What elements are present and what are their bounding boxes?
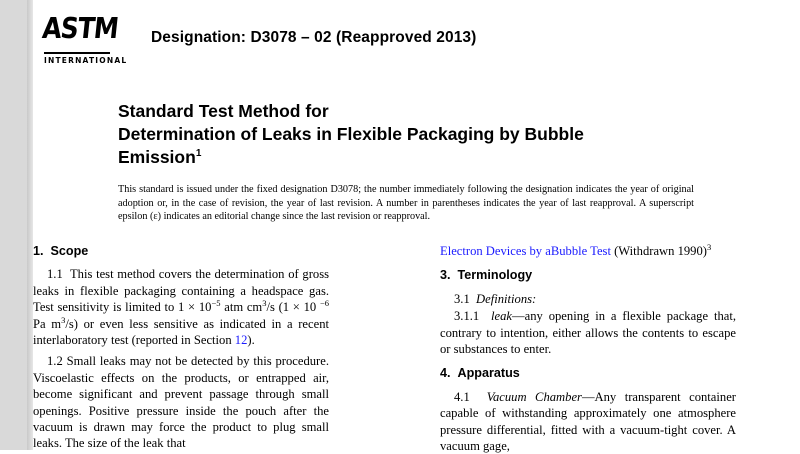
term-vacuum-chamber: Vacuum Chamber [486,389,582,404]
paragraph-1-1: 1.1 This test method covers the determination of gross leaks in flexible packaging containing a headspace gas. Test sensitivity is limited to $1 \times 10^{-5}$ atm $cm^3/s$ (1 × 10 $^{-6}$ Pa $m^3/s$) or even less sensitive as indicated in a recent interlaboratory test (reported in Section 12). [33,267,330,348]
section-4-title: Apparatus [457,366,520,381]
left-column [33,243,329,452]
right-column [440,243,736,454]
section-3-title: Terminology [457,268,533,283]
section-1-title: Scope [50,244,89,258]
astm-logo [40,11,128,68]
standard-issuance-note: This standard is issued under the fixed designation D3078; the number immediately following the designation indicates the year of original adoption or, in the case of revision, the year of last revision. A number in parentheses indicates the year of last reapproval. A superscript epsilon (ε) indicates an editorial change since the last revision or reapproval. [118,184,694,223]
paragraph-1-2: 1.2 Small leaks may not be detected by this procedure. Viscoelastic effects on the products, or entrapped air, become significant and prevent passage through small openings. Positive pressure inside the pouch after the vacuum is drawn may force the product to plug small leaks. The size of the leak that [33,354,329,451]
definitions-label: Definitions: [476,291,537,306]
paragraph-3-1-1: 3.1.1 leak—any opening in a flexible package that, contrary to intention, either allows the contents to escape or substances to enter. [440,309,737,357]
section-4-number: 4. [440,366,451,381]
term-leak: leak [491,309,513,324]
astm-logo-wordmark: ASTM [40,11,120,46]
astm-logo-divider [44,52,110,54]
section-4-heading [440,365,736,381]
paragraph-3-1: 3.1 Definitions: [454,291,537,306]
section-1-heading [33,243,329,259]
title-line-3 [118,146,688,169]
section-3-heading [440,267,736,283]
document-header [33,0,800,80]
continued-reference-line [440,243,736,259]
reference-link-electron-devices[interactable]: Electron Devices by aBubble Test [440,244,611,258]
reference-withdrawn-note: (Withdrawn 1990) [610,244,707,258]
section-1-number: 1. [33,244,44,258]
document-title [118,100,688,169]
astm-logo-subtitle: INTERNATIONAL [44,56,128,65]
spacer [440,357,736,365]
reference-footnote-marker: 3 [706,241,712,252]
section-3-number: 3. [440,268,451,283]
title-line-3-text: Emission [118,147,196,167]
title-footnote-marker: 1 [195,148,202,160]
title-line-2: Determination of Leaks in Flexible Packaging by Bubble [118,124,584,144]
designation-line: Designation: D3078 – 02 (Reapproved 2013) [151,29,477,46]
title-line-1: Standard Test Method for [118,101,329,121]
cross-reference-section-12[interactable]: 12 [234,333,248,348]
paragraph-4-1: 4.1 Vacuum Chamber—Any transparent container capable of withstanding approximately one atmosphere pressure differential, fitted with a vacuum-tight cover. A vacuum gage, [440,389,736,454]
spacer [440,259,736,267]
